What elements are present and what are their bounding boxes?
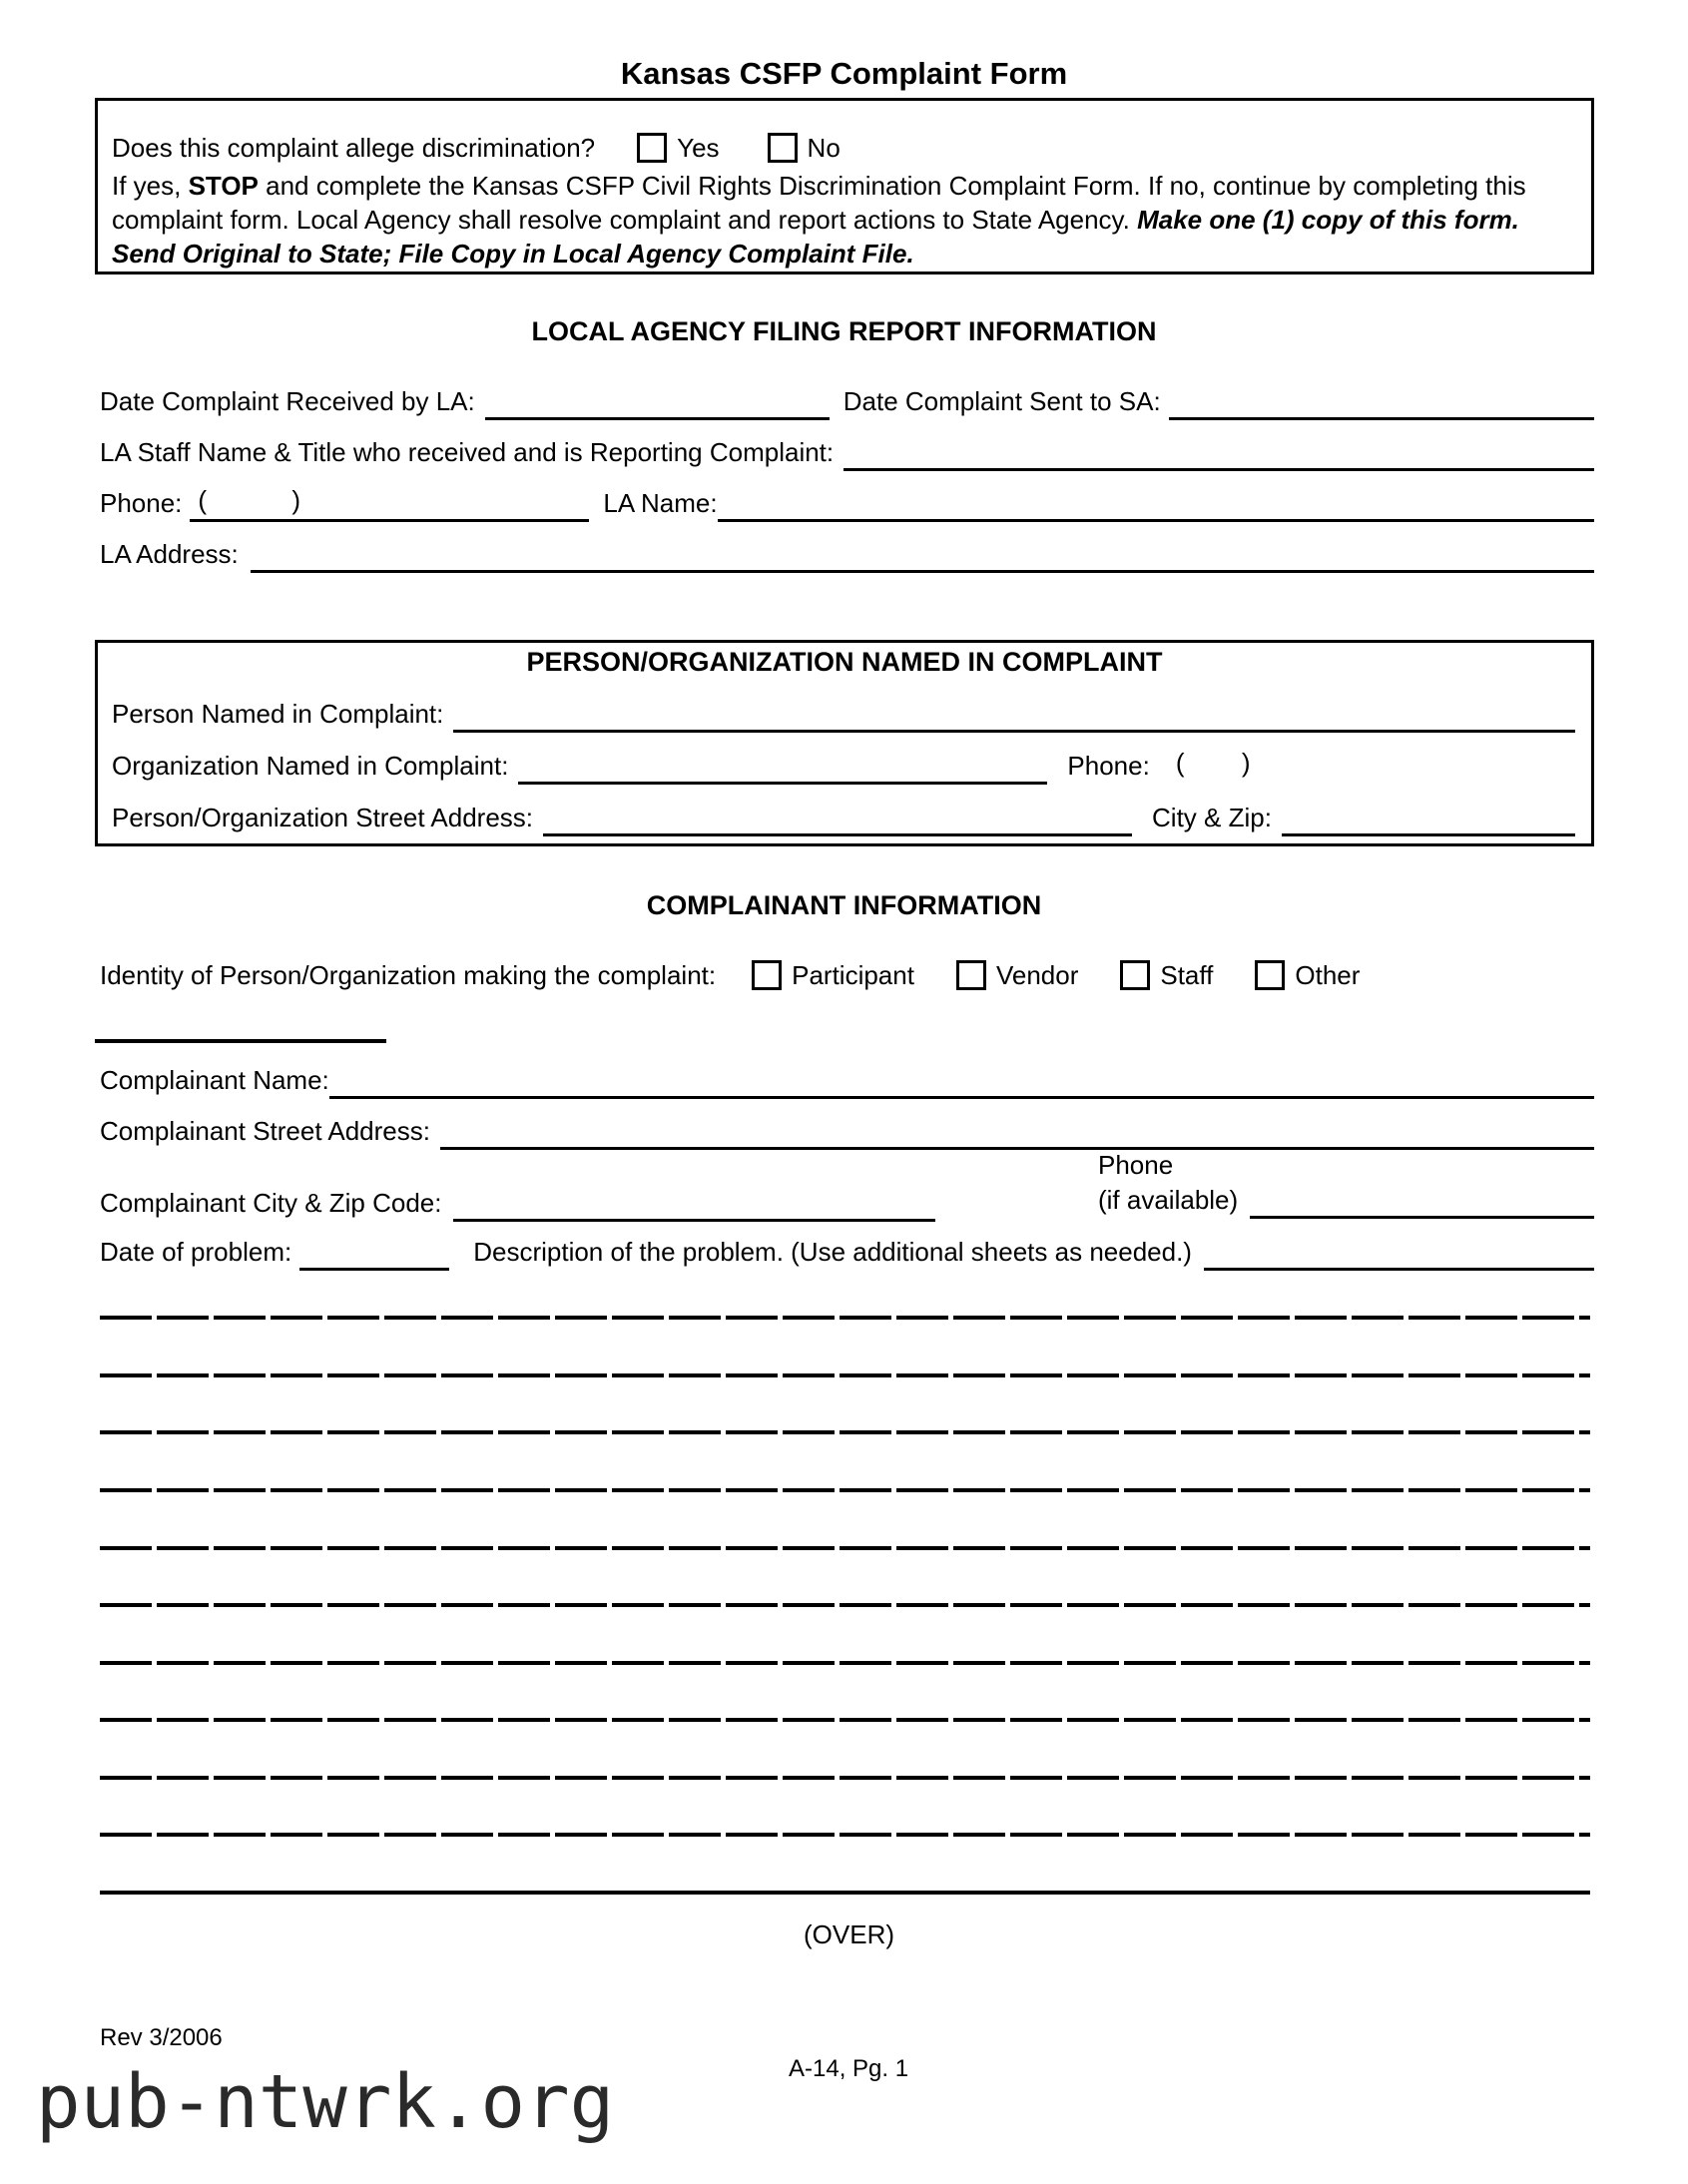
instructions-part1: If yes, (112, 171, 189, 201)
org-named-row (112, 745, 1575, 785)
org-named-label: Organization Named in Complaint: (112, 751, 509, 781)
complainant-name-row (100, 1059, 1594, 1099)
la-phone-line[interactable] (190, 485, 589, 522)
revision-label: Rev 3/2006 (100, 2024, 223, 2051)
date-sent-label: Date Complaint Sent to SA: (843, 386, 1161, 416)
person-named-label: Person Named in Complaint: (112, 699, 444, 729)
date-of-problem-line[interactable] (299, 1234, 449, 1271)
complainant-city-zip-row (100, 1182, 1098, 1222)
la-phone-paren-close: ) (291, 485, 301, 515)
complainant-phone-hint: (if available) (1098, 1185, 1239, 1215)
complainant-phone-line[interactable] (1250, 1182, 1594, 1219)
date-received-line[interactable] (485, 383, 830, 420)
description-label: Description of the problem. (Use additional sheets as needed.) (473, 1237, 1192, 1267)
identity-label: Identity of Person/Organization making the complaint: (100, 959, 717, 990)
participant-label: Participant (792, 959, 914, 990)
identity-row (100, 955, 1594, 995)
description-line[interactable] (100, 1891, 1590, 1895)
other-label: Other (1295, 959, 1361, 990)
person-org-heading: PERSON/ORGANIZATION NAMED IN COMPLAINT (526, 647, 1163, 677)
complainant-name-line[interactable] (329, 1062, 1594, 1099)
page-title: Kansas CSFP Complaint Form (620, 56, 1068, 91)
org-named-line[interactable] (518, 748, 1047, 785)
vendor-checkbox[interactable] (956, 960, 986, 990)
vendor-label: Vendor (995, 959, 1079, 990)
complainant-street-label: Complainant Street Address: (100, 1116, 430, 1146)
description-line[interactable] (100, 1776, 1590, 1780)
yes-label: Yes (677, 133, 720, 163)
instructions-part2: and complete the Kansas CSFP Civil Rights Discrimination Complaint Form. If no, continue by completing this complaint form. Local Agency shall resolve complaint and report actions to State Agency. (112, 171, 1526, 235)
date-of-problem-row (100, 1231, 1594, 1271)
la-phone-paren-open: ( (198, 485, 208, 515)
la-address-row (100, 533, 1594, 573)
identity-option-participant (752, 960, 914, 991)
yes-checkbox[interactable] (637, 133, 667, 163)
org-phone-paren-open: ( (1175, 748, 1185, 778)
identity-option-other (1255, 960, 1360, 991)
no-checkbox[interactable] (768, 133, 798, 163)
org-street-label: Person/Organization Street Address: (112, 803, 534, 832)
complainant-phone-label: Phone (1098, 1150, 1174, 1180)
description-line[interactable] (100, 1833, 1590, 1837)
complainant-heading: COMPLAINANT INFORMATION (646, 890, 1042, 920)
description-line[interactable] (100, 1546, 1590, 1550)
discrimination-question-row (112, 127, 1575, 169)
local-agency-heading: LOCAL AGENCY FILING REPORT INFORMATION (531, 316, 1157, 346)
la-address-line[interactable] (251, 536, 1594, 573)
description-line[interactable] (100, 1316, 1590, 1320)
person-org-box (95, 640, 1594, 846)
description-line[interactable] (100, 1718, 1590, 1722)
participant-checkbox[interactable] (752, 960, 782, 990)
date-sent-line[interactable] (1169, 383, 1594, 420)
complainant-street-row (100, 1110, 1594, 1150)
complainant-street-line[interactable] (440, 1113, 1594, 1150)
org-phone-paren-close: ) (1241, 748, 1251, 778)
la-address-label: LA Address: (100, 539, 239, 569)
description-line[interactable] (100, 1661, 1590, 1665)
la-phone-label: Phone: (100, 488, 183, 518)
discrimination-box (95, 98, 1594, 274)
other-checkbox[interactable] (1255, 960, 1285, 990)
identity-option-vendor (956, 960, 1078, 991)
staff-label: LA Staff Name & Title who received and is Reporting Complaint: (100, 437, 835, 467)
complainant-phone-block (1098, 1148, 1594, 1219)
la-name-label: LA Name: (603, 488, 718, 518)
date-of-problem-label: Date of problem: (100, 1237, 292, 1267)
page-reference: A-14, Pg. 1 (789, 2055, 909, 2082)
org-city-zip-line[interactable] (1282, 800, 1575, 836)
no-label: No (807, 133, 841, 163)
description-line[interactable] (100, 1373, 1590, 1377)
org-city-zip-label: City & Zip: (1152, 803, 1272, 832)
over-label: (OVER) (804, 1919, 894, 1949)
date-received-label: Date Complaint Received by LA: (100, 386, 475, 416)
staff-label: Staff (1160, 959, 1214, 990)
other-writein-line[interactable] (95, 1039, 386, 1043)
staff-line[interactable] (844, 434, 1594, 471)
description-line[interactable] (100, 1488, 1590, 1492)
watermark: pub-ntwrk.org (36, 2059, 615, 2145)
staff-checkbox[interactable] (1120, 960, 1150, 990)
complainant-city-zip-label: Complainant City & Zip Code: (100, 1188, 442, 1218)
stop-word: STOP (188, 171, 259, 201)
staff-row (100, 431, 1594, 471)
complainant-city-zip-line[interactable] (453, 1185, 935, 1222)
org-street-line[interactable] (543, 800, 1132, 836)
complainant-name-label: Complainant Name: (100, 1065, 329, 1095)
person-named-line[interactable] (453, 696, 1575, 733)
complainant-phone-row (1098, 1183, 1594, 1219)
la-phone-row (100, 482, 1594, 522)
person-named-row (112, 693, 1575, 733)
org-phone-label: Phone: (1067, 751, 1150, 781)
discrimination-question: Does this complaint allege discrimination? (112, 133, 596, 163)
la-name-line[interactable] (718, 485, 1594, 522)
description-line[interactable] (100, 1430, 1590, 1434)
date-row (100, 380, 1594, 420)
instructions-emphasis: Make one (1) copy of this form. Send Original to State; File Copy in Local Agency Complaint File. (112, 205, 1519, 269)
org-street-row (112, 797, 1575, 836)
discrimination-instructions (112, 169, 1575, 271)
identity-option-staff (1120, 960, 1213, 991)
description-line[interactable] (100, 1603, 1590, 1607)
description-first-line[interactable] (1204, 1234, 1594, 1271)
